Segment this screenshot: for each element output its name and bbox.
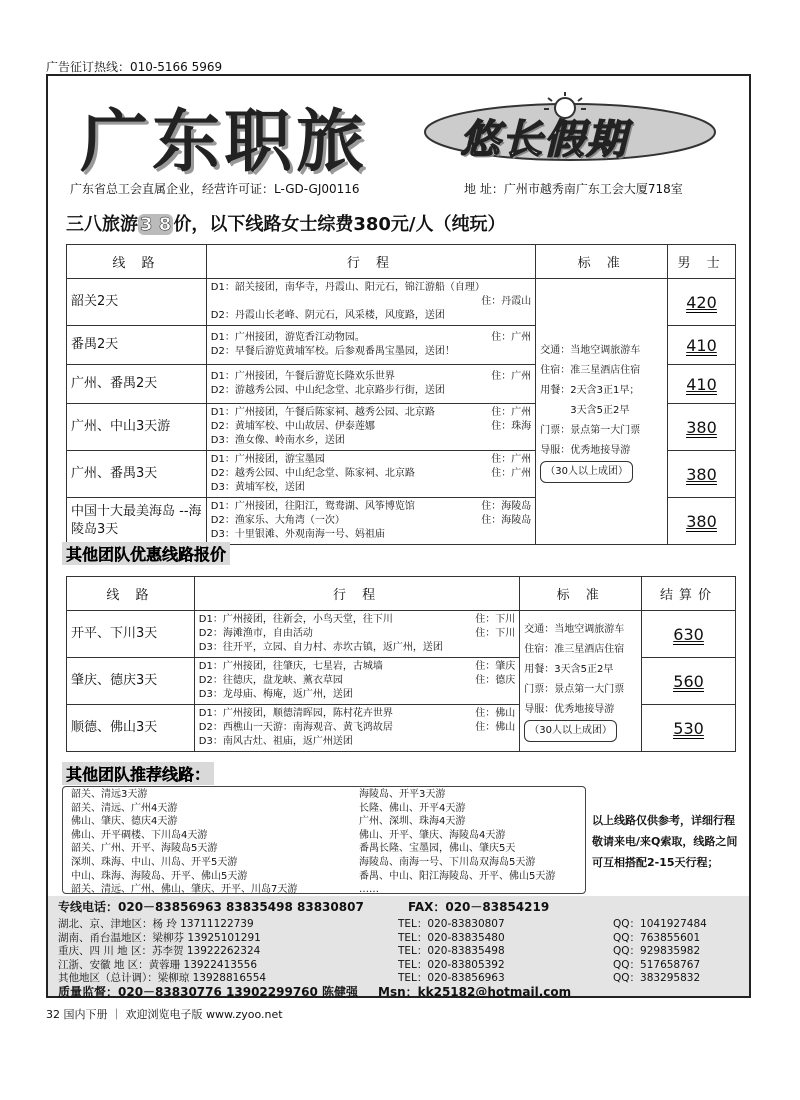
promo-headline xyxy=(66,210,505,236)
route-name: 广州、中山3天游 xyxy=(67,404,207,451)
route-name: 广州、番禺2天 xyxy=(67,365,207,404)
ad-hotline: 广告征订热线：010-5166 5969 xyxy=(46,60,223,74)
price-value: 380 xyxy=(686,511,717,531)
itinerary xyxy=(206,326,535,365)
itinerary xyxy=(194,611,519,658)
itinerary-line xyxy=(211,500,531,514)
itinerary-stay: 住：佛山 xyxy=(475,708,516,719)
itinerary-day: D1：广州接团，游览香江动物园。 xyxy=(210,332,365,343)
promo-post: 价，以下线路女士综费380元/人（纯玩） xyxy=(173,214,506,235)
recommend-route: 中山、珠海、海陵岛、开平、佛山5天游 xyxy=(71,870,248,882)
price-value: 560 xyxy=(673,671,704,691)
itinerary-day: D2：早餐后游览黄埔军校。后参观番禺宝墨园，送团！ xyxy=(210,346,455,357)
itinerary xyxy=(194,658,519,705)
standard-line: 用餐：3天含5正2早 xyxy=(524,664,614,675)
region-contact: 湖南、甬台温地区：梁柳芬 13925101291 xyxy=(58,931,261,944)
route-name: 广州、番禺3天 xyxy=(67,451,207,498)
discount-routes-table xyxy=(66,576,736,752)
itinerary xyxy=(206,279,535,326)
itinerary-day: D3：往开平，立园、自力村、赤坎古镇，返广州，送团 xyxy=(198,642,443,653)
itinerary-stay: 住：丹霞山 xyxy=(481,296,532,307)
standard-line: 导服：优秀地接导游 xyxy=(524,704,615,715)
itinerary xyxy=(206,365,535,404)
company-address: 地 址：广州市越秀南广东工会大厦718室 xyxy=(464,182,683,196)
route-name: 肇庆、德庆3天 xyxy=(67,658,195,705)
region-tel: TEL：020-83805392 xyxy=(398,958,505,971)
recommend-box xyxy=(62,786,586,894)
standard-line: 交通：当地空调旅游车 xyxy=(540,344,641,356)
table-header: 行 程 xyxy=(206,245,535,279)
recommend-route: 深圳、珠海、中山、川岛、开平5天游 xyxy=(71,856,238,868)
price-cell xyxy=(668,404,736,451)
region-qq: QQ：929835982 xyxy=(613,945,701,957)
itinerary-stay: 住：广州 xyxy=(491,371,532,382)
itinerary-line xyxy=(199,688,515,702)
standard-cell xyxy=(536,279,668,545)
standard-line: 交通：当地空调旅游车 xyxy=(524,624,625,635)
itinerary xyxy=(194,705,519,752)
itinerary-line xyxy=(211,295,531,309)
itinerary-day: D2：丹霞山长老峰、阴元石，风采楼，风度路，送团 xyxy=(210,310,445,321)
itinerary-stay: 住：广州 xyxy=(491,454,532,465)
itinerary xyxy=(206,404,535,451)
itinerary-day: D3：黄埔军校，送团 xyxy=(210,482,305,493)
itinerary-day: D2：黄埔军校、中山故居、伊泰莲娜 xyxy=(210,421,375,432)
itinerary-line xyxy=(199,721,515,735)
itinerary-line xyxy=(199,660,515,674)
itinerary-line xyxy=(211,434,531,448)
region-tel: TEL：020-83835498 xyxy=(398,945,505,957)
msn-contact[interactable]: Msn：kk25182@hotmail.com xyxy=(378,985,572,999)
table-header: 行 程 xyxy=(194,577,519,611)
itinerary-stay: 住：德庆 xyxy=(475,675,516,686)
standard-line: 门票：景点第一大门票 xyxy=(524,684,625,695)
table-header: 男 士 xyxy=(668,245,736,279)
itinerary-line xyxy=(211,370,531,384)
itinerary-day: D3：渔女像、岭南水乡，送团 xyxy=(210,435,345,446)
womens-day-routes-table xyxy=(66,244,736,545)
itinerary-day: D3：十里银滩、外观南海一号、妈祖庙 xyxy=(210,529,385,540)
region-qq: QQ：517658767 xyxy=(613,958,701,971)
itinerary-day: D1：韶关接团，南华寺，丹霞山、阳元石，锦江游船（自理） xyxy=(210,282,485,293)
table-header: 线 路 xyxy=(67,577,195,611)
itinerary-line xyxy=(211,420,531,434)
itinerary-line xyxy=(211,453,531,467)
region-qq: QQ：763855601 xyxy=(613,931,701,944)
region-tel: TEL：020-83856963 xyxy=(398,972,505,984)
itinerary-stay: 住：广州 xyxy=(491,407,532,418)
itinerary-day: D2：渔家乐、大角湾（一次） xyxy=(210,515,345,526)
itinerary-stay: 住：海陵岛 xyxy=(481,501,532,512)
route-name: 开平、下川3天 xyxy=(67,611,195,658)
itinerary-day: D1：广州接团，午餐后陈家祠、越秀公园、北京路 xyxy=(210,407,435,418)
itinerary-line xyxy=(211,406,531,420)
standard-line: （30人以上成团） xyxy=(540,461,633,483)
itinerary-line xyxy=(211,331,531,345)
table-row xyxy=(67,279,736,326)
itinerary-line xyxy=(199,641,515,655)
itinerary-line xyxy=(199,674,515,688)
recommend-note: 以上线路仅供参考，详细行程敬请来电/来Q索取，线路之间可互相搭配2-15天行程； xyxy=(592,814,738,869)
region-contact: 湖北、京、津地区：杨 玲 13711122739 xyxy=(58,918,254,930)
region-qq: QQ：1041927484 xyxy=(613,918,707,930)
recommend-route: …… xyxy=(359,884,379,896)
itinerary-line xyxy=(211,481,531,495)
logo-slogan: 悠长假期 xyxy=(460,117,628,163)
table-row xyxy=(67,611,736,658)
price-value: 380 xyxy=(686,417,717,437)
itinerary-day: D2：往德庆，盘龙峡、薰衣草园 xyxy=(198,675,343,686)
price-value: 420 xyxy=(686,292,717,312)
price-value: 410 xyxy=(686,335,717,355)
fax-number: FAX：020－83854219 xyxy=(408,900,550,914)
itinerary-line xyxy=(211,345,531,359)
recommend-route: 广州、深圳、珠海4天游 xyxy=(359,816,466,828)
region-contact: 其他地区（总计调）：梁柳琼 13928816554 xyxy=(58,972,267,984)
price-value: 380 xyxy=(686,464,717,484)
region-qq: QQ：383295832 xyxy=(613,972,701,984)
recommend-route: 长隆、佛山、开平4天游 xyxy=(359,802,466,814)
itinerary-day: D2：游越秀公园、中山纪念堂、北京路步行街，送团 xyxy=(210,385,445,396)
itinerary-stay: 住：佛山 xyxy=(475,722,516,733)
table-header: 标 准 xyxy=(536,245,668,279)
recommend-route: 韶关、广州、开平、海陵岛5天游 xyxy=(71,843,218,855)
recommend-route: 佛山、开平、肇庆、海陵岛4天游 xyxy=(359,829,506,841)
standard-line: 导服：优秀地接导游 xyxy=(540,444,631,456)
itinerary-line xyxy=(199,707,515,721)
itinerary-line xyxy=(199,627,515,641)
itinerary-day: D1：广州接团，午餐后游览长隆欢乐世界 xyxy=(210,371,395,382)
standard-line: 3天含5正2早 xyxy=(540,404,630,416)
page-footer: 32 国内下册 ｜ 欢迎浏览电子版 www.zyoo.net xyxy=(46,1008,283,1021)
promo-pre: 三八旅游 xyxy=(66,214,138,235)
recommend-left-list xyxy=(71,788,297,897)
recommend-route: 韶关、清远3天游 xyxy=(71,789,148,800)
recommend-route: 海陵岛、开平3天游 xyxy=(359,789,446,800)
itinerary-day: D1：广州接团，往新会，小鸟天堂，往下川 xyxy=(198,614,393,625)
itinerary-stay: 住：广州 xyxy=(491,332,532,343)
recommend-route: 番禺、中山、阳江海陵岛、开平、佛山5天游 xyxy=(359,870,556,882)
itinerary-line xyxy=(211,514,531,528)
contact-panel xyxy=(48,896,749,999)
itinerary-stay: 住：肇庆 xyxy=(475,661,516,672)
itinerary-stay: 住：广州 xyxy=(491,468,532,479)
recommend-route: 番禺长隆、宝墨园，佛山、肇庆5天 xyxy=(359,843,516,855)
standard-cell xyxy=(520,611,642,752)
itinerary-stay: 住：海陵岛 xyxy=(481,515,532,526)
table-header: 结算价 xyxy=(642,577,736,611)
table-header: 线 路 xyxy=(67,245,207,279)
region-contact: 重庆、四 川 地 区：苏李贺 13922262324 xyxy=(58,945,261,957)
recommend-route: 佛山、开平碉楼、下川岛4天游 xyxy=(71,829,208,841)
price-cell xyxy=(642,611,736,658)
section-title-discount: 其他团队优惠线路报价 xyxy=(62,542,230,565)
brand-title: 广东职旅 xyxy=(80,102,369,182)
standard-line: 住宿：准三星酒店住宿 xyxy=(540,364,641,376)
itinerary-stay: 住：珠海 xyxy=(491,421,532,432)
itinerary-day: D2：西樵山一天游：南海观音、黄飞鸿故居 xyxy=(198,722,393,733)
price-value: 630 xyxy=(673,624,704,644)
standard-line: （30人以上成团） xyxy=(524,720,617,742)
price-cell xyxy=(642,658,736,705)
itinerary-day: D1：广州接团，往肇庆，七星岩，古城墙 xyxy=(198,661,383,672)
region-tel: TEL：020-83830807 xyxy=(398,918,505,930)
promo-badge: 3 8 xyxy=(140,214,172,235)
itinerary xyxy=(206,451,535,498)
route-name: 中国十大最美海岛 --海陵岛3天 xyxy=(67,498,207,545)
route-name: 番禺2天 xyxy=(67,326,207,365)
itinerary-line xyxy=(211,467,531,481)
itinerary-line xyxy=(199,613,515,627)
quality-supervision: 质量监督：020－83830776 13902299760 陈健强 xyxy=(58,985,359,999)
price-value: 530 xyxy=(673,718,704,738)
region-contact: 江浙、安徽 地 区：黄蓉珊 13922413556 xyxy=(58,958,257,971)
region-tel: TEL：020-83835480 xyxy=(398,931,505,944)
price-cell xyxy=(642,705,736,752)
recommend-route: 韶关、清远、广州4天游 xyxy=(71,802,178,814)
recommend-route: 韶关、清远、广州、佛山、肇庆、开平、川岛7天游 xyxy=(71,884,298,896)
price-cell xyxy=(668,326,736,365)
section-title-recommend: 其他团队推荐线路： xyxy=(62,762,214,785)
hotline-numbers: 专线电话：020－83856963 83835498 83830807 xyxy=(58,900,364,914)
price-cell xyxy=(668,279,736,326)
route-name: 顺德、佛山3天 xyxy=(67,705,195,752)
itinerary-day: D2：越秀公园、中山纪念堂、陈家祠、北京路 xyxy=(210,468,415,479)
recommend-route: 佛山、肇庆、德庆4天游 xyxy=(71,816,178,828)
itinerary xyxy=(206,498,535,545)
recommend-route: 海陵岛、南海一号、下川岛双海岛5天游 xyxy=(359,856,536,868)
table-header: 标 准 xyxy=(520,577,642,611)
itinerary-line xyxy=(211,384,531,398)
itinerary-stay: 住：下川 xyxy=(475,614,516,625)
standard-line: 门票：景点第一大门票 xyxy=(540,424,641,436)
standard-line: 用餐：2天含3正1早； xyxy=(540,384,640,396)
standard-line: 住宿：准三星酒店住宿 xyxy=(524,644,625,655)
itinerary-line xyxy=(211,528,531,542)
itinerary-day: D1：广州接团，游宝墨园 xyxy=(210,454,325,465)
itinerary-day: D1：广州接团，往阳江，鸳鸯湖、风筝博览馆 xyxy=(210,501,415,512)
itinerary-line xyxy=(199,735,515,749)
price-cell xyxy=(668,498,736,545)
itinerary-day: D3：龙母庙、梅庵，返广州，送团 xyxy=(198,689,353,700)
itinerary-line xyxy=(211,281,531,295)
itinerary-day: D1：广州接团，顺德清晖园，陈村花卉世界 xyxy=(198,708,393,719)
recommend-right-list xyxy=(359,788,555,897)
price-cell xyxy=(668,451,736,498)
price-value: 410 xyxy=(686,374,717,394)
price-cell xyxy=(668,365,736,404)
route-name: 韶关2天 xyxy=(67,279,207,326)
company-info: 广东省总工会直属企业，经营许可证：L-GD-GJ00116 xyxy=(70,182,360,196)
itinerary-day: D3：南风古灶、祖庙，返广州送团 xyxy=(198,736,353,747)
itinerary-day: D2：海滩渔市，自由活动 xyxy=(198,628,313,639)
itinerary-line xyxy=(211,309,531,323)
itinerary-stay: 住：下川 xyxy=(475,628,516,639)
